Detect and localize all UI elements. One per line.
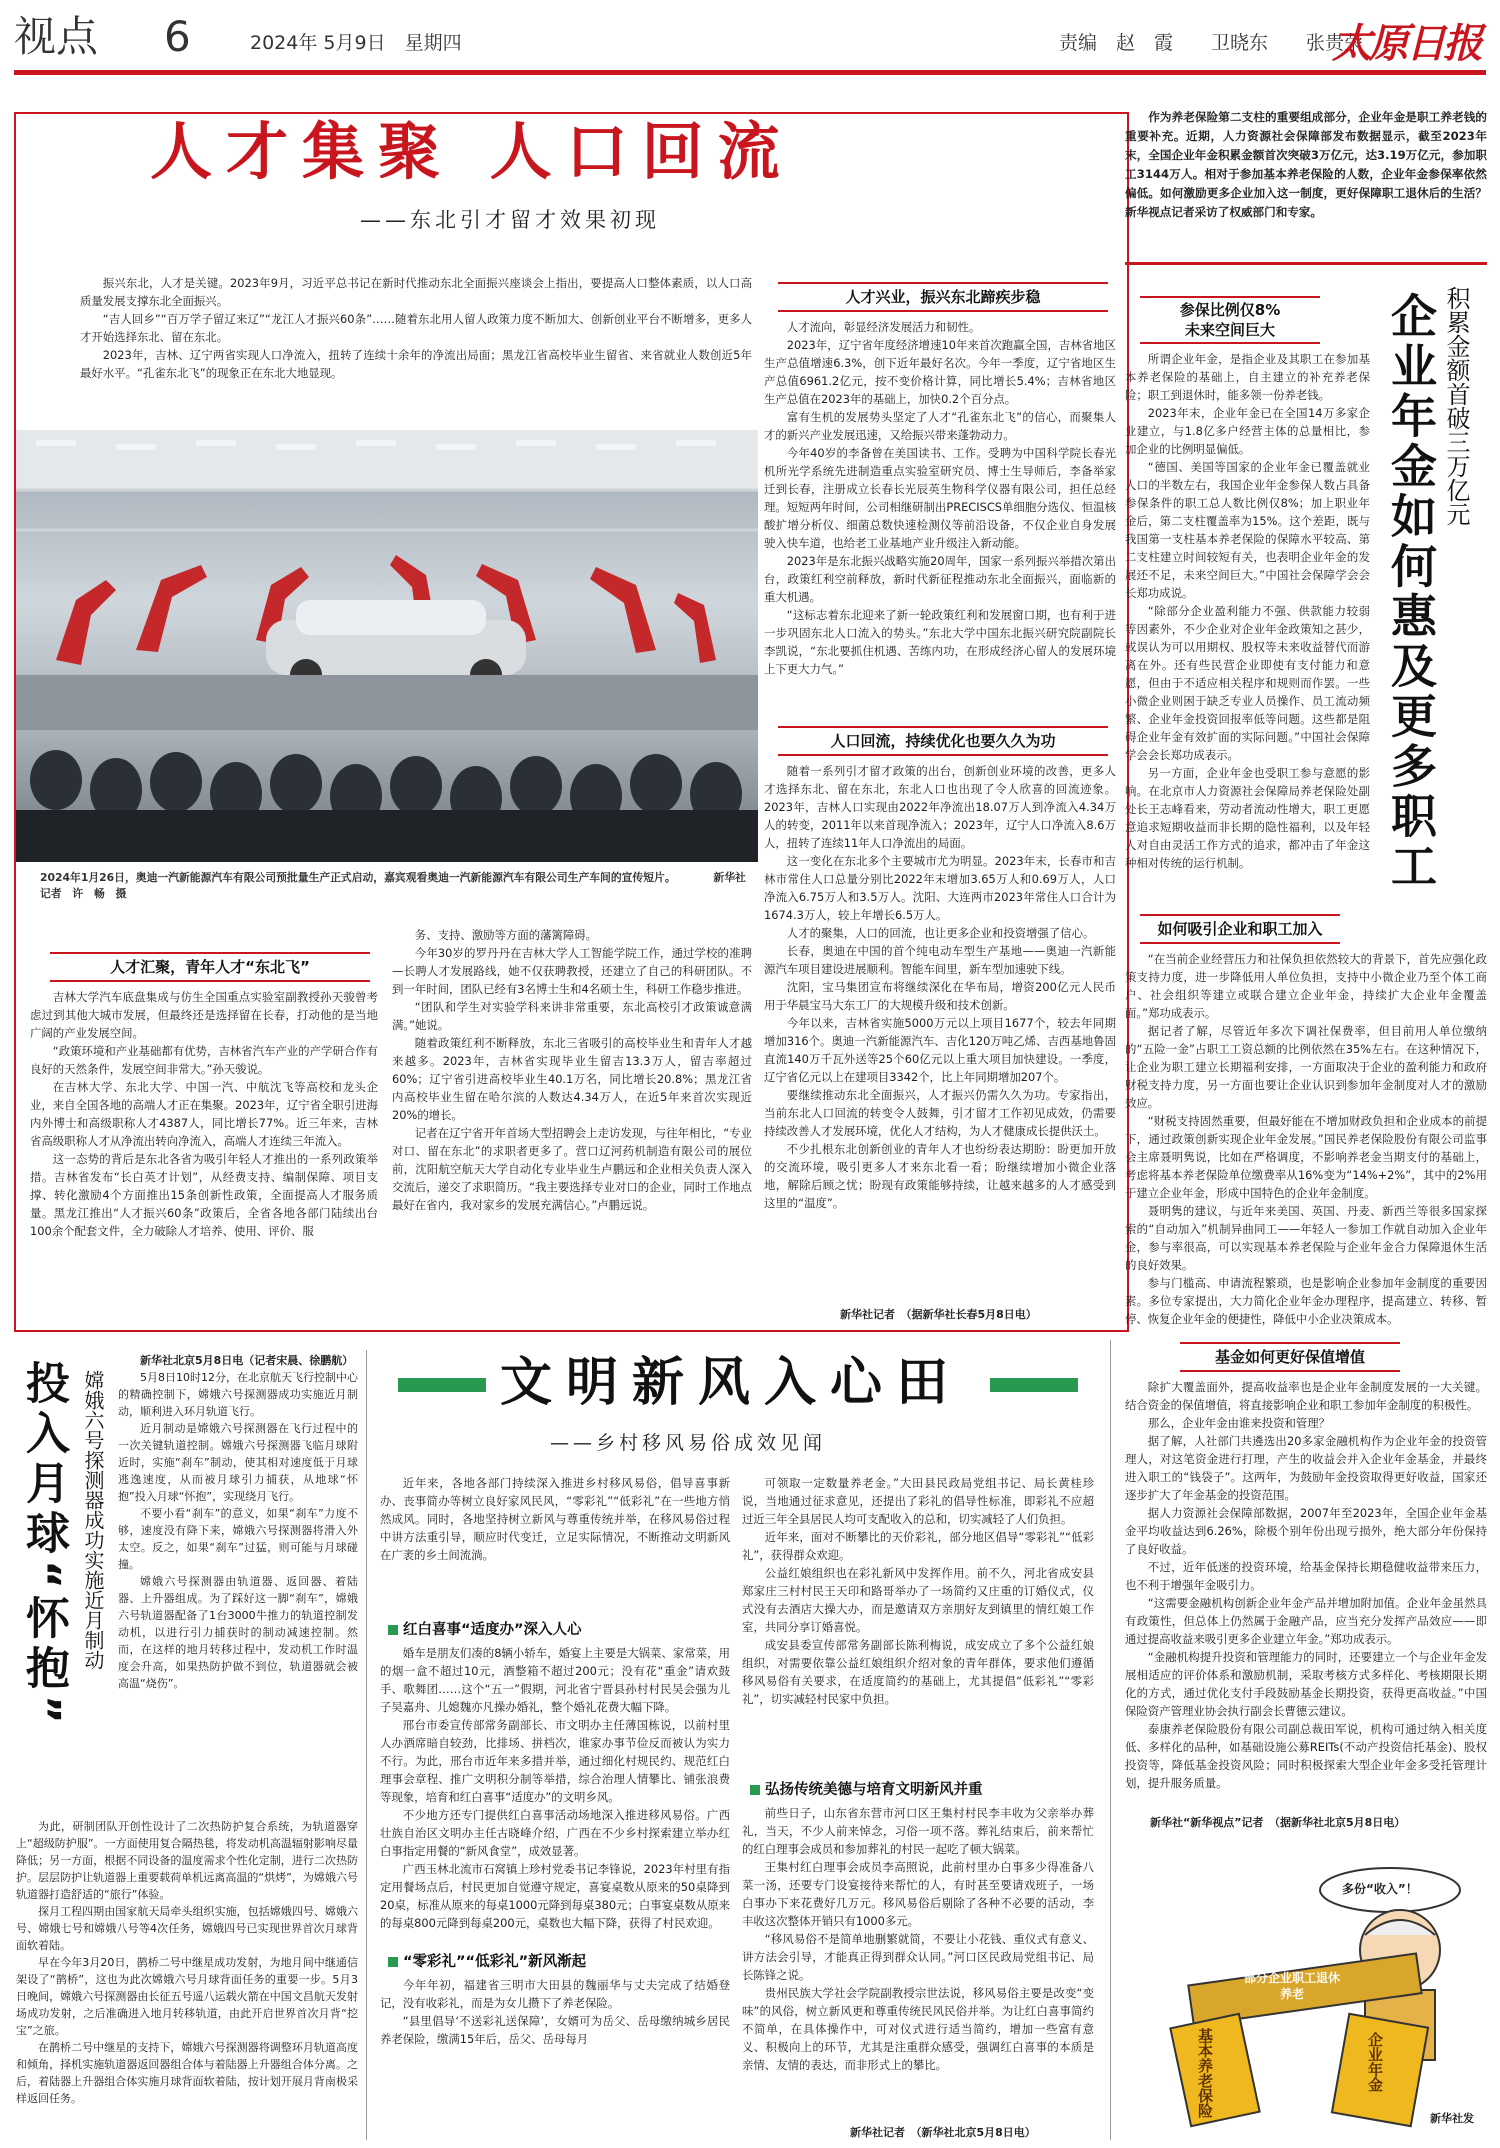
- divider: [1110, 1340, 1111, 2140]
- section-name: 视点: [14, 12, 99, 61]
- paragraph: 人才的聚集，人口的回流，也让更多企业和投资增强了信心。: [786, 926, 1095, 940]
- paragraph: 可领取一定数量养老金。”大田县民政局党组书记、局长黄桂珍说，当地通过征求意见，还提出了彩礼的倡导性标准，即彩礼不应超过近三年全县居民人均可支配收入的总和，切实减轻了人们负担。: [742, 1476, 1094, 1526]
- section-heading: 参保比例仅8% 未来空间巨大: [1140, 296, 1320, 344]
- paragraph: 公益红娘组织也在彩礼新风中发挥作用。前不久，河北省成安县郑家庄三村村民王天印和路哥举办了一场简约又庄重的订婚仪式，仪式没有去酒店大操大办，而是邀请双方亲朋好友到镇里的情红娘工作室，共同分享订婚喜悦。: [742, 1566, 1094, 1634]
- paragraph: 今年以来，吉林省实施5000万元以上项目1677个，较去年同期增加316个。奥迪一汽新能源汽车、吉化120万吨乙烯、吉西基地鲁固直流140万千瓦外送等25个60亿元以上重大项目加快建设。一季度，辽宁省亿元以上在建项目3342个，比上年同期增加207个。: [764, 1016, 1116, 1084]
- pension-intro: 作为养老保险第二支柱的重要组成部分，企业年金是职工养老钱的重要补充。近期，人力资源社会保障部发布数据显示，截至2023年末，全国企业年金积累金额首次突破3万亿元，达3.19万亿元，参加职工3144万人。相对于参加基本养老保险的人数，企业年金参保率依然偏低。如何激励更多企业加入这一制度，更好保障职工退休后的生活？新华视点记者采访了权威部门和专家。: [1125, 110, 1487, 219]
- cartoon-sign: 部分企业职工退休养老: [1243, 1971, 1340, 2001]
- paragraph: 近年来，各地各部门持续深入推进乡村移风易俗，倡导喜事新办、丧事简办等树立良好家风民风，“零彩礼”“低彩礼”在一些地方悄然成风。同时，各地坚持树立新风与尊重传统并举，在移风易俗过程中讲方法重引导，顺应时代变迁，立足实际情况，不断推动文明新风在广袤的乡土间流淌。: [380, 1476, 730, 1562]
- paragraph: 王集村红白理事会成员李高照说，此前村里办白事多少得准备八菜一汤，还要专门设宴接待来帮忙的人，有时甚至要请戏班子，一场白事办下来花费好几万元。移风易俗后剔除了各种不必要的活动，李丰收这次整体开销只有1000多元。: [742, 1860, 1094, 1928]
- paper-logo: 太原日报: [1332, 20, 1480, 67]
- paragraph: 前些日子，山东省东营市河口区王集村村民李丰收为父亲举办葬礼，当天，不少人前来悼念，习俗一项不落。葬礼结束后，前来帮忙的红白理事会成员和参加葬礼的村民一起吃了顿大锅菜。: [742, 1806, 1094, 1856]
- civility-subtitle: ——乡村移风易俗成效见闻: [550, 1432, 827, 1454]
- paragraph: 这一变化在东北多个主要城市尤为明显。2023年末，长春市和吉林市常住人口总量分别比2022年末增加3.65万人和0.69万人，人口净流入6.75万人和3.5万人。沈阳、大连两市2023年常住人口合计为1674.3万人，较上年增长6.5万人。: [764, 854, 1116, 922]
- divider: [366, 1350, 367, 2140]
- paragraph: 不要小看“刹车”的意义，如果“刹车”力度不够，速度没有降下来，嫦娥六号探测器将滑入外太空。反之，如果“刹车”过猛，则可能与月球碰撞。: [118, 1507, 358, 1571]
- green-bar-right: [990, 1378, 1078, 1392]
- paragraph: 在吉林大学、东北大学、中国一汽、中航沈飞等高校和龙头企业，来自全国各地的高端人才正在集聚。2023年，辽宁省全职引进海内外博士和高级职称人才4387人，同比增长77%。近三年来，吉林省高级职称人才从净流出转向净流入，高端人才连续三年流入。: [30, 1080, 378, 1148]
- paragraph: “县里倡导‘不送彩礼送保障’，女婿可为岳父、岳母缴纳城乡居民养老保险，缴满15年后，岳父、岳母每月: [380, 2014, 730, 2046]
- paragraph: 2023年末，企业年金已在全国14万多家企业建立，与1.8亿多户经营主体的总量相比，参加企业的比例明显偏低。: [1125, 406, 1370, 456]
- moon-text-bottom: [16, 1818, 358, 2138]
- paragraph: 广西玉林北流市石窝镇上珍村党委书记李锋说，2023年村里有指定用餐场点后，村民更加自觉遵守规定，喜宴桌数从原来的50桌降到20桌，标准从原来的每桌1000元降到每桌380元；白事宴桌数从原来的每桌800元降到每桌200元，桌数也大幅下降，获得了村民欢迎。: [380, 1862, 730, 1930]
- masthead: [14, 10, 1486, 66]
- paragraph: 所谓企业年金，是指企业及其职工在参加基本养老保险的基础上，自主建立的补充养老保险；职工到退休时，能多领一份养老钱。: [1125, 352, 1370, 402]
- paragraph: “这需要金融机构创新企业年金产品并增加附加值。企业年金虽然具有政策性，但总体上仍然属于金融产品，应当充分发挥产品效应——即通过提高收益来吸引更多企业建立年金。”郑功成表示。: [1125, 1596, 1487, 1646]
- editors: 责编 赵 霞 卫晓东 张贵荣: [1059, 32, 1364, 54]
- lead-paragraph: 振兴东北，人才是关键。2023年9月，习近平总书记在新时代推动东北全面振兴座谈会上指出，要提高人口整体素质，以人口高质量发展支撑东北全面振兴。: [80, 276, 752, 308]
- civility-text: [380, 1644, 730, 1944]
- byline: 新华社“新华视点”记者 （据新华社北京5月8日电）: [1150, 1816, 1406, 1829]
- byline: 新华社记者 （新华社北京5月8日电）: [850, 2126, 1036, 2139]
- paragraph: 参与门槛高、申请流程繁琐，也是影响企业参加年金制度的重要因素。多位专家提出，大力简化企业年金办理程序，提高建立、转移、暂停、恢复企业年金的便捷性，降低中小企业决策成本。: [1125, 1276, 1487, 1326]
- paragraph: “团队和学生对实验学科来讲非常重要，东北高校引才政策诚意满满。”她说。: [392, 1000, 752, 1032]
- civility-text: [380, 1976, 730, 2138]
- page-number: 6: [164, 12, 191, 61]
- lead-paragraph: “吉人回乡”“百万学子留辽来辽”“龙江人才振兴60条”……随着东北用人留人政策力度不断加大、创新创业平台不断增多，更多人才开始选择东北、留在东北。: [80, 312, 752, 344]
- paragraph: 除扩大覆盖面外，提高收益率也是企业年金制度发展的一大关键。结合资金的保值增值，将直接影响企业和职工参加年金制度的积极性。: [1125, 1380, 1487, 1412]
- paragraph: 记者在辽宁省开年首场大型招聘会上走访发现，与往年相比，“专业对口、留在东北”的求职者更多了。营口辽河药机制造有限公司的展位前，沈阳航空航天大学自动化专业毕业生卢鹏远和企业相关负责人深入交流后，递交了求职简历。“我主要选择专业对口的企业，同时工作地点最好在省内，我对家乡的发展充满信心。”卢鹏远说。: [392, 1126, 752, 1212]
- top-story-lead: [80, 274, 752, 414]
- paragraph: 嫦娥六号探测器由轨道器、返回器、着陆器、上升器组成。为了踩好这一脚“刹车”，嫦娥六号轨道器配备了1台3000牛推力的轨道控制发动机，以进行引力捕获时的制动减速控制。然而，在这样的地月转移过程中，发动机工作时温度会升高，如果热防护做不到位，轨道器就会被高温“烧伤”。: [118, 1575, 358, 1690]
- byline: 新华社记者 （据新华社长春5月8日电）: [840, 1308, 1037, 1321]
- paragraph: 贵州民族大学社会学院副教授宗世法说，移风易俗主要是改变“变味”的风俗，树立新风更和尊重传统民风民俗并举。为让红白喜事简约不简单，在具体操作中，可对仪式进行适当简约，增加一些富有意义、积极向上的环节，尤其是注重群众感受，强调红白喜事的本质是亲情、友情的表达，而非形式上的攀比。: [742, 1986, 1094, 2072]
- section-text: [392, 926, 752, 1324]
- paragraph: 早在今年3月20日，鹊桥二号中继星成功发射，为地月间中继通信架设了“鹊桥”，这也为此次嫦娥六号月球背面任务的重要一步。5月3日晚间，嫦娥六号探测器由长征五号遥八运载火箭在中国文昌航天发射场成功发射，之后准确进入地月转移轨道，由此开启世界首次月背“挖宝”之旅。: [16, 1956, 358, 2037]
- cartoon-pillar-left: 基本养老保险: [1196, 2028, 1214, 2118]
- pension-side-title: 积累金额首破三万亿元: [1442, 286, 1470, 526]
- paragraph: “财税支持固然重要，但最好能在不增加财政负担和企业成本的前提下，通过政策创新实现企业年金发展。”国民养老保险股份有限公司监事会主席聂明隽说，比如在严格调度，不影响养老金当期支付的基础上，考虑将基本养老保险单位缴费率从16%变为“14%+2%”，其中的2%用于建立企业年金，形成中国特色的企业年金制度。: [1125, 1114, 1487, 1200]
- section-heading: 基金如何更好保值增值: [1180, 1342, 1400, 1372]
- section-text: [1125, 950, 1487, 1330]
- paragraph: 近月制动是嫦娥六号探测器在飞行过程中的一次关键轨道控制。嫦娥六号探测器飞临月球附近时，实施“刹车”制动，使其相对速度低于月球逃逸速度，从而被月球引力捕获，从地球“怀抱”投入月球“怀抱”，实现绕月飞行。: [118, 1422, 358, 1503]
- moon-side-title: 嫦娥六号探测器成功实施近月制动: [81, 1370, 105, 1670]
- paragraph: 5月8日10时12分，在北京航天飞行控制中心的精确控制下，嫦娥六号探测器成功实施近月制动，顺利进入环月轨道飞行。: [118, 1371, 358, 1418]
- pension-main-title: 企业年金如何惠及更多职工: [1384, 292, 1438, 892]
- issue-date: 2024年 5月9日 星期四: [250, 32, 462, 54]
- paragraph: 随着一系列引才留才政策的出台，创新创业环境的改善，更多人才选择东北、留在东北，东北人口也出现了令人欣喜的回流迹象。2023年，吉林人口实现由2022年净流出18.07万人到净流入4.34万人的转变，2011年以来首现净流入；2023年，辽宁人口净流入8.6万人，扭转了连续11年人口净流出的局面。: [764, 764, 1116, 850]
- cartoon-bubble: 多份“收入”！: [1342, 1882, 1418, 1896]
- paragraph: 在鹊桥二号中继星的支持下，嫦娥六号探测器将调整环月轨道高度和倾角，择机实施轨道器返回器组合体与着陆器上升器组合体分离。之后，着陆器上升器组合体实施月球背面软着陆，按计划开展月背南极采样返回任务。: [16, 2041, 358, 2105]
- section-heading: 如何吸引企业和职工加入: [1140, 914, 1340, 944]
- section-text: [764, 318, 1116, 718]
- paragraph: 那么，企业年金由谁来投资和管理？: [1147, 1416, 1331, 1430]
- moon-title: 投入月球“怀抱”: [18, 1360, 69, 1730]
- masthead-rule: [14, 70, 1486, 75]
- paragraph: 据记者了解，尽管近年多次下调社保费率，但目前用人单位缴纳的“五险一金”占职工工资总额的比例依然在35%左右。在这种情况下，让企业为职工建立长期福利安排，一方面取决于企业的盈利能力和政府财税支持力度，另一方面也要让企业认识到参加年金制度对人才的激励效应。: [1125, 1024, 1487, 1110]
- section-heading: 人才兴业，振兴东北蹄疾步稳: [778, 282, 1108, 312]
- civility-title: 文明新风入心田: [500, 1353, 963, 1413]
- paragraph: 据人力资源社会保障部数据，2007年至2023年，全国企业年金基金平均收益达到6.26%，除极个别年份出现亏损外，绝大部分年份保持了良好收益。: [1125, 1506, 1487, 1556]
- paragraph: “德国、美国等国家的企业年金已覆盖就业人口的半数左右，我国企业年金参保人数占具备参保条件的职工总人数比例仅8%；加上职业年金后，第二支柱覆盖率为15%。这个差距，既与我国第一支柱基本养老保险的保障水平较高、第二支柱建立时间较短有关，也表明企业年金的发展还不足，未来空间巨大。”中国社会保障学会会长郑功成说。: [1125, 460, 1370, 600]
- section-text: [1125, 350, 1370, 910]
- paragraph: “金融机构提升投资和管理能力的同时，还要建立一个与企业年金发展相适应的评价体系和激励机制，采取考核方式多样化、考核期限长期化的方式，通过优化支付手段鼓励基金长期投资，获得更高收益。”中国保险资产管理业协会执行副会长曹德云建议。: [1125, 1650, 1487, 1718]
- paragraph: 今年年初，福建省三明市大田县的魏丽华与丈夫完成了结婚登记，没有收彩礼，而是为女儿攒下了养老保险。: [380, 1978, 730, 2010]
- paragraph: 今年40岁的李备曾在美国读书、工作。受聘为中国科学院长春光机所光学系统先进制造重点实验室研究员、博士生导师后，李备举家迁到长春，注册成立长春长光辰英生物科学仪器有限公司，担任总经理。短短两年时间，公司相继研制出PRECISCS单细胞分选仪、恒温核酸扩增分析仪、细菌总数快速检测仪等前沿设备，不仅企业自身发展驶入快车道，也给老工业基地产业升级注入新动能。: [764, 446, 1116, 550]
- cartoon-credit: 新华社发: [1430, 2112, 1474, 2125]
- civility-text: [742, 1804, 1094, 2120]
- paragraph: “除部分企业盈利能力不强、供款能力较弱等因素外，不少企业对企业年金政策知之甚少，或误认为可以用期权、股权等未来收益替代而游离在外。还有些民营企业即使有支付能力和意愿，但由于不适应相关程序和规则而作罢。一些小微企业则困于缺乏专业人员操作、员工流动频繁、企业年金投资回报率低等问题。这些都是阻碍企业年金有效扩面的实际问题。”中国社会保障学会会长郑功成表示。: [1125, 604, 1370, 762]
- paragraph: 不过，近年低迷的投资环境，给基金保持长期稳健收益带来压力，也不利于增强年金吸引力。: [1125, 1560, 1487, 1592]
- factory-photo: [16, 430, 758, 862]
- lead-paragraph: 2023年，吉林、辽宁两省实现人口净流入，扭转了连续十余年的净流出局面；黑龙江省高校毕业生留省、来省就业人数创近5年最好水平。“孔雀东北飞”的现象正在东北大地显现。: [80, 348, 752, 380]
- photo-caption: 2024年1月26日，奥迪一汽新能源汽车有限公司预批量生产正式启动，嘉宾观看奥迪一汽新能源汽车有限公司生产车间的宣传短片。 新华社记者 许 畅 摄: [40, 871, 746, 900]
- civility-text: [742, 1474, 1094, 1772]
- paragraph: 不少地方还专门提供红白喜事活动场地深入推进移风易俗。广西壮族自治区文明办主任古晓峰介绍，广西在不少乡村探索建立举办红白事指定用餐的“新风食堂”，成效显著。: [380, 1808, 730, 1858]
- paragraph: 不少扎根东北创新创业的青年人才也纷纷表达期盼：盼更加开放的交流环境，吸引更多人才来东北看一看；盼继续增加小微企业落地，解除后顾之忧；盼现有政策能够持续，让越来越多的人才感受到这里的“温度”。: [764, 1142, 1116, 1210]
- paragraph: 近年来，面对不断攀比的天价彩礼，部分地区倡导“零彩礼”“低彩礼”，获得群众欢迎。: [742, 1530, 1094, 1562]
- paragraph: 据了解，人社部门共遴选出20多家金融机构作为企业年金的投资管理人，对这笔资金进行打理，产生的收益会并入企业年金基金，并最终进入职工的“钱袋子”。这两年，为鼓励年金投资取得更好收益，国家还逐步扩大了年金基金的投资范围。: [1125, 1434, 1487, 1502]
- paragraph: 探月工程四期由国家航天局牵头组织实施，包括嫦娥四号、嫦娥六号、嫦娥七号和嫦娥八号等4次任务，嫦娥四号已实现世界首次月球背面软着陆。: [16, 1905, 358, 1952]
- paragraph: 长春，奥迪在中国的首个纯电动车型生产基地——奥迪一汽新能源汽车项目建设进展顺利。智能车间里，新车型加速驶下线。: [764, 944, 1116, 976]
- paragraph: 务、支持、激励等方面的藩篱障碍。: [414, 928, 598, 942]
- section-heading: 红白喜事“适度办”深入人心: [388, 1618, 582, 1639]
- factory-photo-illustration: [16, 430, 758, 862]
- paragraph: “在当前企业经营压力和社保负担依然较大的背景下，首先应强化政策支持力度，进一步降低用人单位负担，支持中小微企业乃至个体工商户、社会组织等建立或联合建立企业年金，持续扩大企业年金覆盖面。”郑功成表示。: [1125, 952, 1487, 1020]
- paragraph: 2023年是东北振兴战略实施20周年，国家一系列振兴举措次第出台，政策红利空前释放，新时代新征程推动东北全面振兴，面临新的重大机遇。: [764, 554, 1116, 604]
- paragraph: 2023年，辽宁省年度经济增速10年来首次跑赢全国，吉林省地区生产总值增速6.3%，创下近年最好名次。今年一季度，辽宁省地区生产总值6961.2亿元，按不变价格计算，同比增长5.4%；吉林省地区生产总值在2023年的基础上，加快0.2个百分点。: [764, 338, 1116, 406]
- cartoon-pillar-right: 企业年金: [1366, 2032, 1384, 2092]
- divider: [1125, 262, 1487, 265]
- paragraph: 泰康养老保险股份有限公司副总裁田军说，机构可通过纳入相关度低、多样化的品种，如基础设施公募REITs(不动产投资信托基金)、股权投资等，降低基金投资风险；同时积极探索大型企业年金多受托管理计划，提升服务质量。: [1125, 1722, 1487, 1790]
- paragraph: 成安县委宣传部常务副部长陈利梅说，成安成立了多个公益红娘组织，对需要依靠公益红娘组织介绍对象的青年群体，要求他们遵循移风易俗有关要求，在适度简约的基础上，尤其提倡“低彩礼”“零彩礼”，切实减轻村民家中负担。: [742, 1638, 1094, 1706]
- paragraph: 邢台市委宣传部常务副部长、市文明办主任薄国栋说，以前村里人办酒席暗自较劲，比排场、拼档次，谁家办事节俭反而被认为实力不行。为此，邢台市近年来多措并举，通过细化村规民约、规范红白理事会章程、推广文明积分制等举措，综合治理人情攀比、铺张浪费等现象，培育和红白喜事“适度办”的文明乡风。: [380, 1718, 730, 1804]
- paragraph: 婚车是朋友们凑的8辆小轿车，婚宴上主要是大锅菜、家常菜，用的烟一盒不超过10元，酒整箱不超过200元；没有花“重金”请欢鼓手、歌舞团……这个“五一”假期，河北省宁晋县孙村村民吴会强为儿子吴嘉舟、儿媳魏亦凡操办婚礼，整个婚礼花费大幅下降。: [380, 1646, 730, 1714]
- paragraph: 另一方面，企业年金也受职工参与意愿的影响。在北京市人力资源社会保障局养老保险处副处长王志峰看来，劳动者流动性增大，职工更愿意追求短期收益而非长期的隐性福利，以及年轻人对自由灵活工作方式的追求，都冲击了年金这种相对传统的运行机制。: [1125, 766, 1370, 870]
- paragraph: “移风易俗不是简单地删繁就简，不要让小花钱、重仪式有意义、讲方法会引导，才能真正得到群众认同。”河口区民政局党组书记、局长陈锋之说。: [742, 1932, 1094, 1982]
- section-text: [30, 988, 378, 1324]
- dateline: 新华社北京5月8日电（记者宋晨、徐鹏航）: [140, 1354, 354, 1367]
- paragraph: 人才流向，彰显经济发展活力和韧性。: [786, 320, 981, 334]
- moon-text-top: [118, 1352, 358, 1812]
- paragraph: “政策环境和产业基础都有优势，吉林省汽车产业的产学研合作有良好的天然条件，发展空间非常大。”孙天骏说。: [30, 1044, 378, 1076]
- paragraph: 今年30岁的罗丹丹在吉林大学人工智能学院工作，通过学校的准聘—长聘人才发展路线，她不仅获聘教授，还建立了自己的科研团队。不到一年时间，团队已经有3名博士生和4名硕士生，科研工作稳步推进。: [392, 946, 752, 996]
- paragraph: “这标志着东北迎来了新一轮政策红利和发展窗口期，也有利于进一步巩固东北人口流入的势头。”东北大学中国东北振兴研究院副院长李凯说，“东北要抓住机遇、苦练内功，在形成经济心留人的发展环境上下更大力气。”: [764, 608, 1116, 676]
- section-heading: 人口回流，持续优化也要久久为功: [778, 726, 1108, 756]
- section-heading: 弘扬传统美德与培育文明新风并重: [750, 1778, 983, 1799]
- pension-cartoon: [1150, 1840, 1480, 2130]
- section-heading: “零彩礼”“低彩礼”新风渐起: [388, 1950, 586, 1971]
- section-heading: 人才汇聚，青年人才“东北飞”: [50, 952, 370, 982]
- section-text: [764, 762, 1116, 1302]
- civility-text: [380, 1474, 730, 1614]
- top-story-subtitle: ——东北引才留才效果初现: [360, 208, 660, 232]
- paragraph: 聂明隽的建议，与近年来美国、英国、丹麦、新西兰等很多国家探索的“自动加入”机制异曲同工——年轻人一参加工作就自动加入企业年金，参与率很高，可以实现基本养老保险与企业年金合力保障退休生活的良好效果。: [1125, 1204, 1487, 1272]
- paragraph: 要继续推动东北全面振兴，人才振兴仍需久久为功。专家指出，当前东北人口回流的转变令人鼓舞，引才留才工作初见成效，仍需要持续改善人才发展环境，优化人才结构，为人才健康成长提供沃土。: [764, 1088, 1116, 1138]
- green-bar-left: [398, 1378, 486, 1392]
- paragraph: 吉林大学汽车底盘集成与仿生全国重点实验室副教授孙天骏曾考虑过到其他大城市发展，但最终还是选择留在长春，打动他的是当地广阔的产业发展空间。: [30, 990, 378, 1040]
- paragraph: 沈阳，宝马集团宣布将继续深化在华布局，增资200亿元人民币用于华晨宝马大东工厂的大规模升级和技术创新。: [764, 980, 1116, 1012]
- paragraph: 为此，研制团队开创性设计了二次热防护复合系统，为轨道器穿上“超级防护服”。一方面使用复合隔热毯，将发动机高温辐射影响尽量降低；另一方面，根据不同设备的温度需求个性化定制，进行二次热防护。层层防护让轨道器上重要载荷单机远离高温的“烘烤”，为嫦娥六号轨道器打造舒适的“旅行”体验。: [16, 1820, 358, 1901]
- paragraph: 这一态势的背后是东北各省为吸引年轻人才推出的一系列政策举措。吉林省发布“长白英才计划”，从经费支持、编制保障、项目支撑、转化激励4个方面推出15条创新性政策，全面提高人才服务质量。黑龙江推出“人才振兴60条”政策后，全省各地各部门陆续出台100余个配套文件，全力破除人才培养、使用、评价、服: [30, 1152, 378, 1238]
- top-story-title: 人才集聚 人口回流: [150, 115, 794, 188]
- paragraph: 富有生机的发展势头坚定了人才“孔雀东北飞”的信心，而聚集人才的新兴产业发展迅速，又给振兴带来蓬勃动力。: [764, 410, 1116, 442]
- paragraph: 随着政策红利不断释放，东北三省吸引的高校毕业生和青年人才越来越多。2023年，吉林省实现毕业生留吉13.3万人，留吉率超过60%；辽宁省引进高校毕业生40.1万名，同比增长20.8%；黑龙江省内高校毕业生留在哈尔滨的人数达4.34万人，在近5年来首次实现近20%的增长。: [392, 1036, 752, 1122]
- section-text: [1125, 1378, 1487, 1810]
